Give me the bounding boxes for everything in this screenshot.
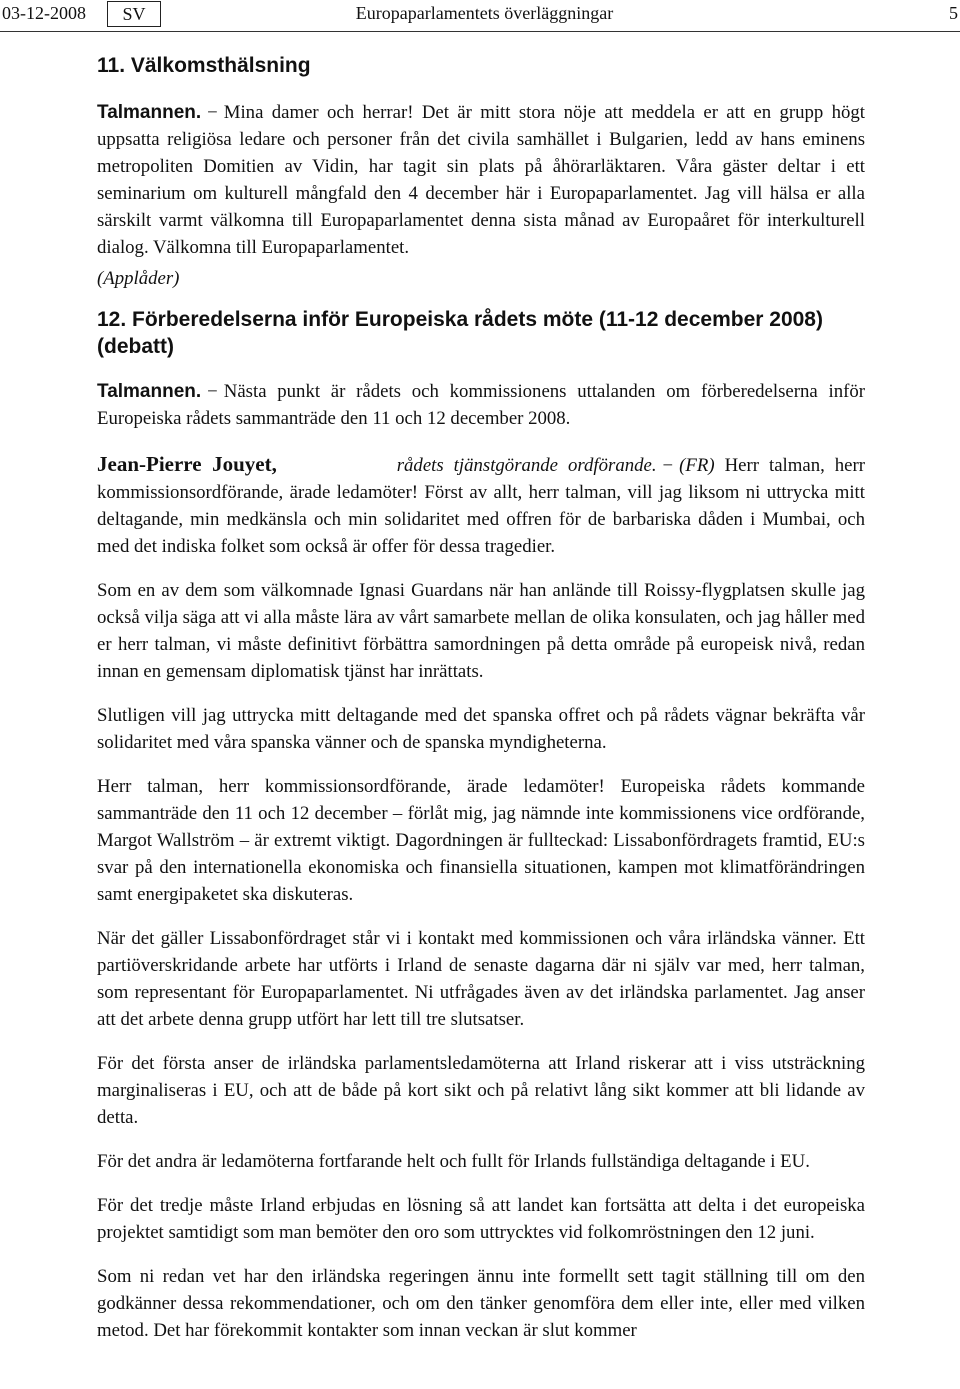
paragraph-text: Herr talman, herr kommissionsordförande, ärade ledamöter! Först av allt, herr talman, vill jag liksom ni uttrycka mitt deltagande, min medkänsla och min solidaritet med offren för de barbariska dåden i Mumbai, och med det indiska folket som också är offer för dessa tragedier.: [97, 455, 866, 557]
page-header: [0, 0, 960, 30]
header-title: Europaparlamentets överläggningar: [355, 3, 614, 23]
speaker-name: Talmannen.: [97, 381, 202, 402]
paragraph-text: Mina damer och herrar! Det är mitt stora nöje att meddela er att en grupp högt uppsatta religiösa ledare och personer från det civila samhället i Bulgarien, ledd av hans eminens metropoliten Domitien av Vidin, har tagit sin plats på åhörarläktaren. Våra gäster deltar i ett seminarium om kulturell mångfald den 4 december här i Europaparlamentet. Jag vill hälsa er alla särskilt varmt välkomna till Europaparlamentet denna sista månad av Europaåret för interkulturell dialog. Välkomna till Europaparlamentet.: [97, 102, 865, 258]
speaker-name: Jean-Pierre Jouyet,: [97, 452, 277, 476]
speaker-name: Talmannen.: [97, 102, 202, 123]
body-paragraph: Som ni redan vet har den irländska regeringen ännu inte formellt sett tagit ställning till om den godkänner dessa rekommendationer, och om den tänker genomföra dem eller inte, eller med vilken metod. Det har förekommit kontakter som innan veckan är slut kommer: [97, 1266, 865, 1341]
body-paragraph: Slutligen vill jag uttrycka mitt deltagande med det spanska offret och på rådets vägnar bekräfta vår solidaritet med våra spanska vänner och de spanska myndigheterna.: [97, 705, 865, 753]
header-page-number: 5: [949, 3, 958, 23]
header-language-box: SV: [107, 1, 161, 27]
dash: −: [662, 455, 674, 476]
jouyet-first-paragraph: [97, 451, 865, 560]
header-date: 03-12-2008: [2, 3, 86, 23]
dash: −: [207, 381, 218, 402]
dash: −: [207, 102, 218, 123]
applause-note: (Applåder): [97, 268, 180, 289]
header-rule: [0, 31, 960, 32]
body-paragraph: Som en av dem som välkomnade Ignasi Guardans när han anlände till Roissy-flygplatsen skulle jag också vilja säga att vi alla måste lära av vårt samarbete mellan de olika konsulaten, och jag håller med er herr talman, vi måste definitivt förbättra samordningen på detta område på europeisk nivå, redan innan en gemensam diplomatisk tjänst har inrättats.: [97, 580, 865, 682]
body-paragraph: Herr talman, herr kommissionsordförande, ärade ledamöter! Europeiska rådets kommande sammanträde den 11 och 12 december – förlåt mig, jag nämnde inte kommissionens vice ordförande, Margot Wallström – är extremt viktigt. Dagordningen är fullteckad: Lissabonfördragets framtid, EU:s svar på den internationella ekonomiska och finansiella situationen, kampen mot klimatförändringen samt energipaketet ska diskuteras.: [97, 776, 865, 905]
section-11-paragraph: [97, 99, 865, 261]
language-code: (FR): [679, 455, 715, 476]
speaker-role: rådets tjänstgörande ordförande.: [396, 455, 657, 476]
section-12-paragraph: [97, 378, 865, 432]
body-paragraph: När det gäller Lissabonfördraget står vi i kontakt med kommissionen och våra irländska vänner. Ett partiöverskridande arbete har utförts i Irland de senaste dagarna där ni själv var med, herr talman, som representant för Europaparlamentet. Ni utfrågades även av det irländska parlamentet. Jag anser att det arbete denna grupp utfört har lett till tre slutsatser.: [97, 928, 865, 1030]
section-11-title: 11. Välkomsthälsning: [97, 54, 311, 77]
section-12-title: 12. Förberedelserna inför Europeiska rådets möte (11-12 december 2008) (debatt): [97, 308, 823, 358]
body-paragraph: För det tredje måste Irland erbjudas en lösning så att landet kan fortsätta att delta i det europeiska projektet samtidigt som man bemöter den oro som uttrycktes vid folkomröstningen den 12 juni.: [97, 1195, 865, 1243]
document-body: [97, 52, 865, 1344]
paragraph-text: Nästa punkt är rådets och kommissionens uttalanden om förberedelserna inför Europeiska rådets sammanträde den 11 och 12 december 2008.: [97, 381, 865, 429]
body-paragraph: För det första anser de irländska parlamentsledamöterna att Irland riskerar att i viss utsträckning marginaliseras i EU, och att de både på kort sikt och på relativt lång sikt kommer att bli lidande av detta.: [97, 1053, 865, 1128]
body-paragraph: För det andra är ledamöterna fortfarande helt och fullt för Irlands fullständiga deltagande i EU.: [97, 1151, 810, 1172]
